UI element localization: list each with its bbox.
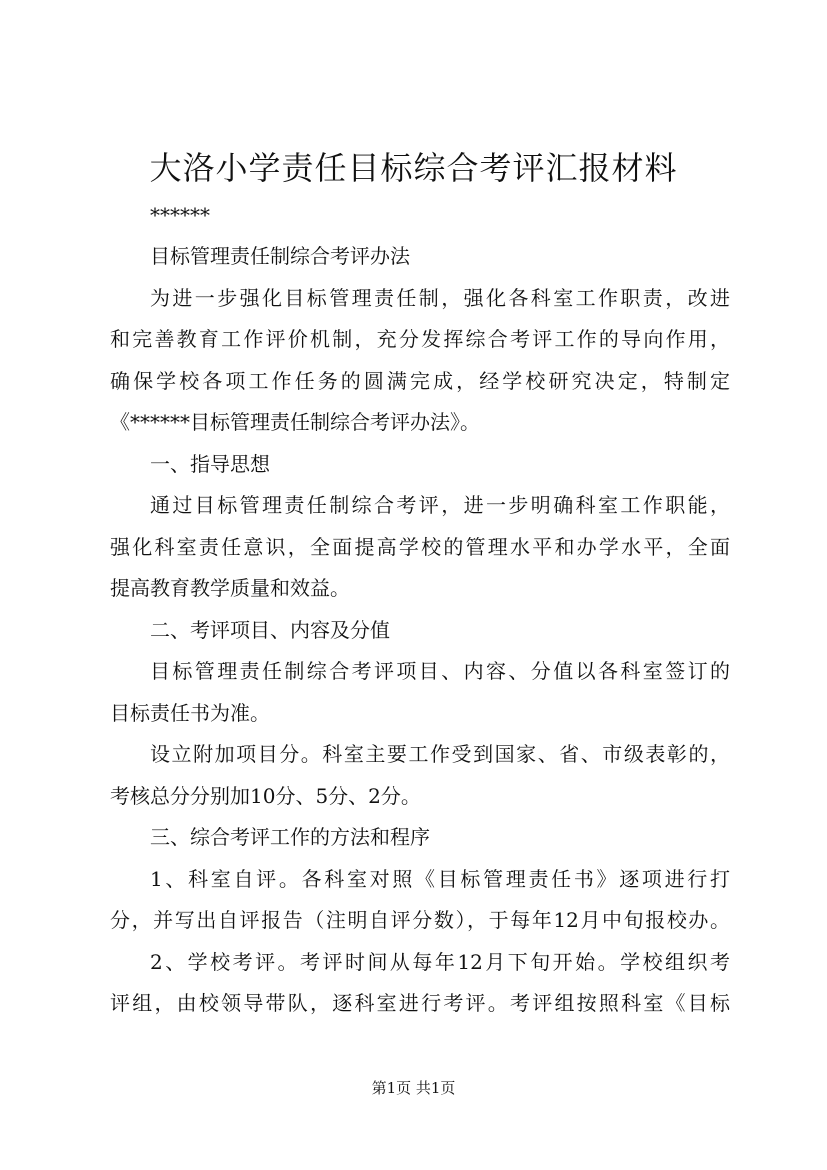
text-line: 强化科室责任意识，全面提高学校的管理水平和办学水平，全面 (110, 535, 730, 559)
text-line: 目标管理责任制综合考评项目、内容、分值以各科室签订的 (150, 659, 730, 683)
text-line: 《******目标管理责任制综合考评办法》。 (110, 410, 480, 434)
text-line: 2、学校考评。考评时间从每年12月下旬开始。学校组织考 (150, 950, 730, 974)
text-line: 评组，由校领导带队，逐科室进行考评。考评组按照科室《目标 (110, 991, 730, 1015)
text-line: 考核总分分别加10分、5分、2分。 (110, 784, 421, 808)
text-line: 目标管理责任制综合考评办法 (150, 244, 410, 268)
text-line: 确保学校各项工作任务的圆满完成，经学校研究决定，特制定 (110, 369, 730, 393)
text-line: 1、科室自评。各科室对照《目标管理责任书》逐项进行打 (150, 867, 730, 891)
text-line: 目标责任书为准。 (110, 701, 270, 725)
text-line: 设立附加项目分。科室主要工作受到国家、省、市级表彰的， (150, 742, 730, 766)
document-title: 大洛小学责任目标综合考评汇报材料 (149, 149, 678, 187)
section-heading: 二、考评项目、内容及分值 (150, 618, 390, 642)
text-line: 和完善教育工作评价机制，充分发挥综合考评工作的导向作用， (110, 327, 730, 351)
text-line: 分，并写出自评报告（注明自评分数），于每年12月中旬报校办。 (110, 908, 730, 932)
text-line: 提高教育教学质量和效益。 (110, 576, 350, 600)
text-line: ****** (150, 203, 210, 227)
text-line: 通过目标管理责任制综合考评，进一步明确科室工作职能， (150, 493, 730, 517)
text-line: 为进一步强化目标管理责任制，强化各科室工作职责，改进 (150, 286, 730, 310)
section-heading: 三、综合考评工作的方法和程序 (150, 825, 430, 849)
section-heading: 一、指导思想 (150, 452, 270, 476)
page-footer: 第1页 共1页 (371, 1079, 456, 1097)
